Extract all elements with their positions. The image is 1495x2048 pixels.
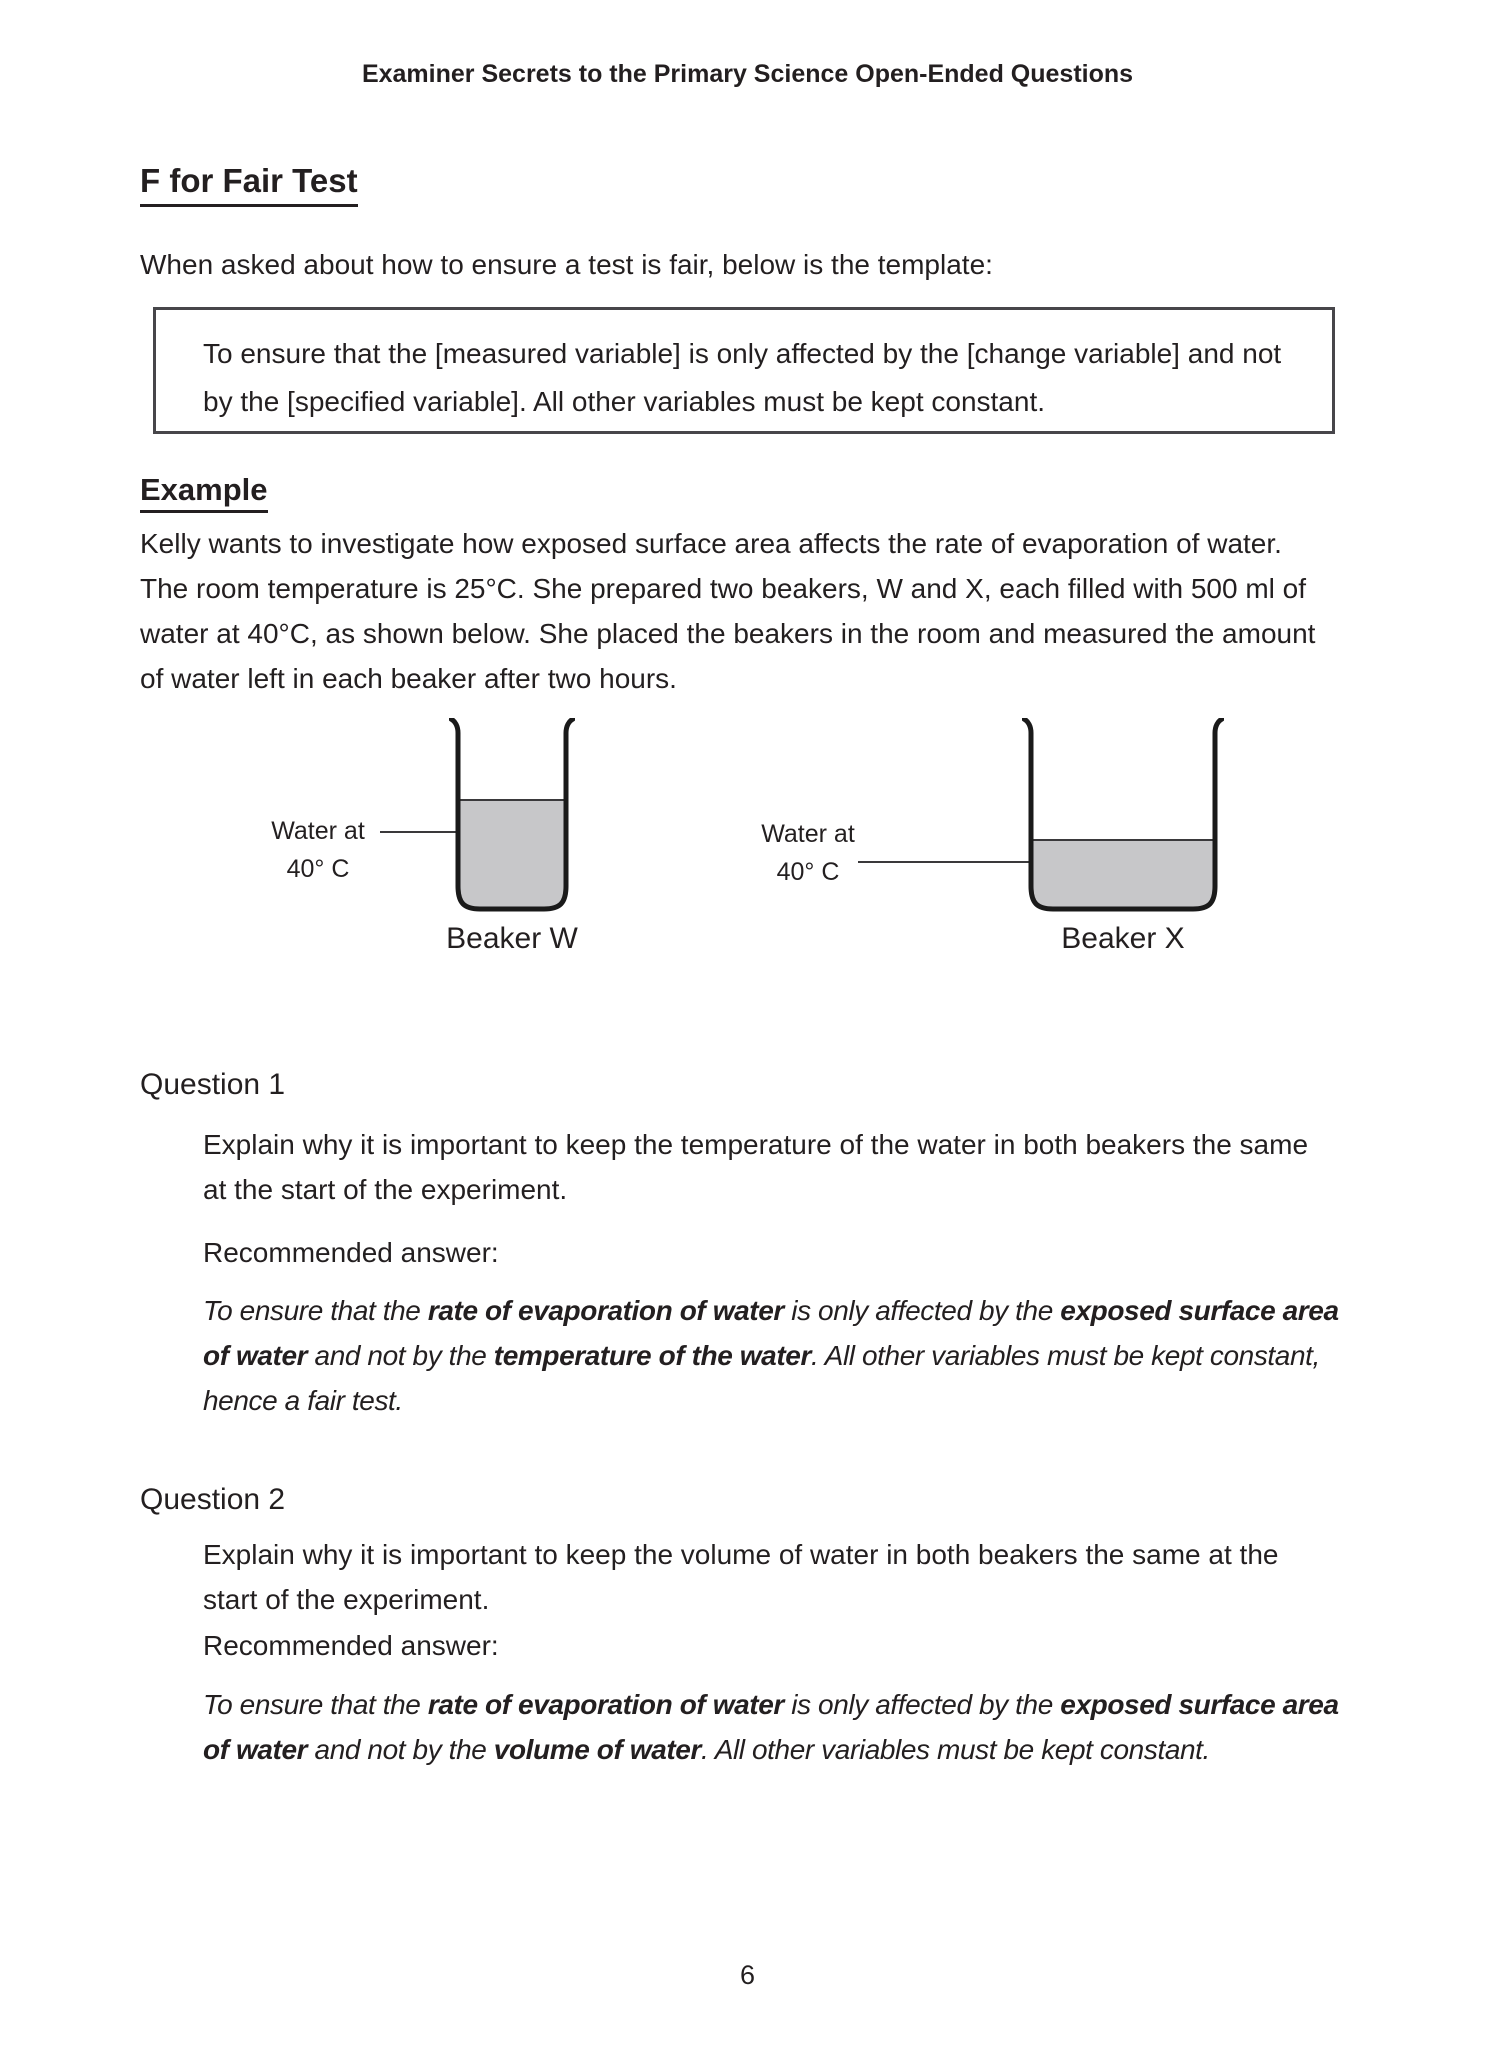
water-temp-label-w	[238, 812, 398, 888]
question-2-answer-text: To ensure that the rate of evaporation of water is only affected by the exposed surface area of water and not by the volume of water. All other variables must be kept constant.	[203, 1689, 1339, 1765]
template-box-text: To ensure that the [measured variable] is only affected by the [change variable] and not by the [specified variable]. All other variables must be kept constant.	[203, 338, 1282, 417]
question-2-title: Question 2	[140, 1483, 286, 1516]
question-2-prompt: Explain why it is important to keep the volume of water in both beakers the same at the start of the experiment.	[203, 1539, 1279, 1615]
beakers-diagram	[0, 710, 1495, 1010]
beaker-w-illustration	[449, 718, 575, 916]
water-temp-label-x-line1: Water at	[761, 820, 855, 848]
example-heading: Example	[140, 472, 268, 513]
page-number: 6	[739, 1960, 756, 1990]
water-fill-x	[1031, 840, 1215, 909]
question-1-title: Question 1	[140, 1068, 286, 1101]
water-temp-label-x-line2: 40° C	[776, 858, 840, 886]
beaker-x-caption: Beaker X	[1061, 922, 1185, 955]
question-1-answer-text: To ensure that the rate of evaporation of water is only affected by the exposed surface area of water and not by the temperature of the water. All other variables must be kept constant, hence a fair test.	[203, 1295, 1339, 1416]
water-fill-w	[458, 800, 566, 909]
beaker-w-caption: Beaker W	[446, 922, 578, 955]
intro-text: When asked about how to ensure a test is fair, below is the template:	[140, 249, 993, 280]
beaker-x-illustration	[1022, 718, 1224, 916]
water-temp-label-x	[728, 815, 888, 891]
water-temp-label-w-line2: 40° C	[286, 855, 350, 883]
water-temp-label-w-line1: Water at	[271, 817, 365, 845]
question-2-answer-label: Recommended answer:	[203, 1630, 499, 1661]
question-1-prompt: Explain why it is important to keep the temperature of the water in both beakers the same at the start of the experiment.	[203, 1129, 1309, 1205]
example-paragraph: Kelly wants to investigate how exposed surface area affects the rate of evaporation of water. The room temperature is 25°C. She prepared two beakers, W and X, each filled with 500 ml of water at 40°C, as shown below. She placed the beakers in the room and measured the amount of water left in each beaker after two hours.	[140, 528, 1316, 694]
page-header-title: Examiner Secrets to the Primary Science Open-Ended Questions	[361, 60, 1134, 88]
section-heading-fair-test: F for Fair Test	[140, 162, 358, 207]
question-1-answer-label: Recommended answer:	[203, 1237, 499, 1268]
template-box	[153, 307, 1335, 434]
